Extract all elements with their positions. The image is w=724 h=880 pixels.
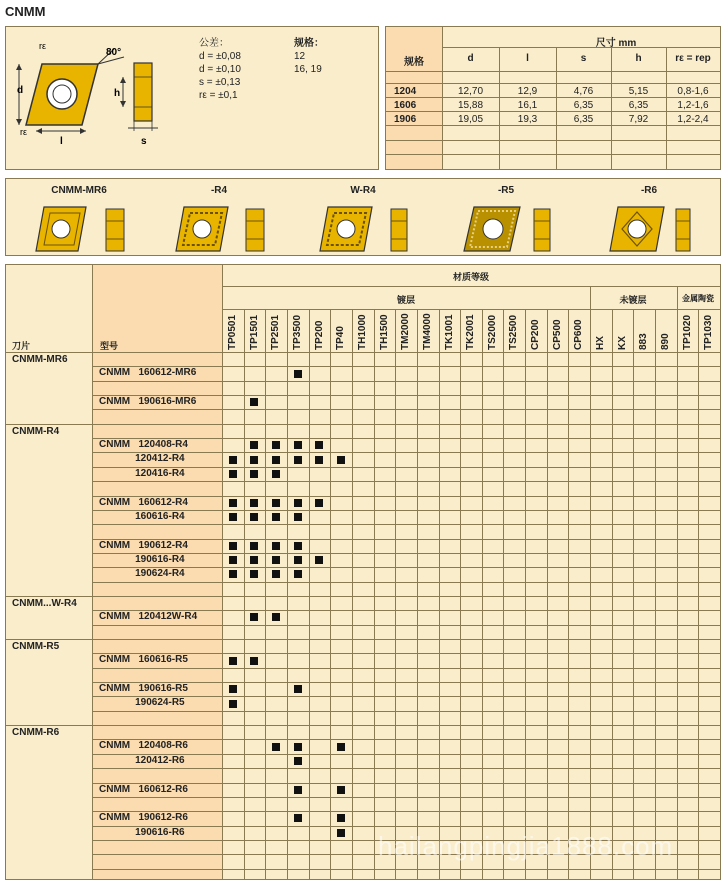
spec-block — [294, 37, 324, 76]
availability-mark — [250, 556, 258, 564]
strip-label-w-r4: W-R4 — [350, 185, 376, 196]
spec-line: 12 — [294, 51, 306, 62]
label-re-top: rε — [39, 41, 47, 51]
availability-mark — [294, 570, 302, 578]
availability-mark — [294, 814, 302, 822]
availability-mark — [250, 456, 258, 464]
dim-cell-d: 15,88 — [457, 100, 484, 111]
spec-line: 16, 19 — [294, 64, 322, 75]
grade-header: TM2000 — [400, 313, 412, 350]
model-cell: CNMM 190612-R6 — [99, 812, 188, 824]
availability-mark — [294, 743, 302, 751]
header-coated: 镀层 — [396, 295, 415, 305]
availability-mark — [272, 743, 280, 751]
availability-mark — [315, 456, 323, 464]
grid-line — [92, 381, 720, 382]
availability-mark — [337, 814, 345, 822]
grade-header: 883 — [638, 333, 650, 350]
page-title: CNMM — [5, 4, 46, 19]
availability-mark — [272, 441, 280, 449]
header-uncoated: 未镀层 — [619, 295, 647, 305]
availability-mark — [315, 556, 323, 564]
availability-mark — [229, 513, 237, 521]
availability-mark — [294, 370, 302, 378]
insert-picture-strip — [5, 178, 721, 256]
dim-cell-l: 12,9 — [517, 86, 538, 97]
dim-col-h: h — [635, 53, 642, 64]
dim-cell-r: 1,2-1,6 — [677, 100, 709, 111]
availability-mark — [250, 570, 258, 578]
label-re-bottom: rε — [20, 127, 28, 137]
model-cell: 160616-R4 — [99, 510, 185, 522]
dim-cell-s: 4,76 — [573, 86, 594, 97]
insert-group-label: CNMM-R6 — [12, 727, 60, 739]
grade-header: TP1030 — [703, 314, 715, 350]
model-cell: CNMM 160612-R6 — [99, 783, 188, 795]
availability-mark — [250, 398, 258, 406]
grade-header: TP40 — [335, 326, 347, 350]
grid-line — [222, 265, 223, 879]
dim-cell-spec: 1204 — [394, 86, 417, 97]
grid-line — [92, 467, 720, 468]
grade-header: KX — [616, 336, 628, 350]
insert-image-mr6 — [36, 207, 124, 251]
label-d: d — [17, 85, 24, 96]
grid-line — [92, 582, 720, 583]
availability-mark — [229, 456, 237, 464]
grid-line — [386, 97, 720, 98]
grid-line — [222, 286, 720, 287]
dim-cell-d: 12,70 — [457, 86, 484, 97]
availability-mark — [272, 556, 280, 564]
grid-line — [92, 711, 720, 712]
availability-mark — [250, 513, 258, 521]
availability-mark — [229, 685, 237, 693]
dimension-table — [385, 26, 721, 170]
availability-mark — [229, 542, 237, 550]
grade-table — [5, 264, 721, 880]
watermark: hailangpingjia1888.com — [378, 831, 674, 861]
grade-header: TP0501 — [227, 314, 238, 350]
availability-mark — [229, 570, 237, 578]
insert-group-label: CNMM-MR6 — [12, 354, 68, 365]
label-angle: 80° — [106, 47, 122, 58]
model-cell: 120412-R6 — [99, 754, 185, 766]
strip-label-r6: -R6 — [640, 185, 658, 196]
grade-header: TH1500 — [378, 314, 390, 350]
tolerance-line: s = ±0,13 — [199, 77, 241, 88]
insert-image-r4 — [176, 207, 264, 251]
grade-header: 890 — [660, 333, 671, 350]
availability-mark — [272, 513, 280, 521]
dim-cell-s: 6,35 — [573, 100, 594, 111]
grid-line — [92, 553, 720, 554]
grade-header: TP2501 — [270, 314, 282, 350]
dim-cell-r: 0,8-1,6 — [677, 86, 709, 97]
dim-cell-spec: 1606 — [394, 100, 417, 111]
model-cell: 190616-R4 — [99, 553, 185, 565]
availability-mark — [294, 542, 302, 550]
availability-mark — [229, 700, 237, 708]
grid-line — [92, 510, 720, 511]
insert-group-label: CNMM-R5 — [12, 641, 60, 652]
grid-line — [92, 869, 720, 870]
availability-mark — [337, 786, 345, 794]
grid-line — [92, 668, 720, 669]
availability-mark — [294, 757, 302, 765]
availability-mark — [229, 470, 237, 478]
dim-cell-h: 7,92 — [628, 114, 649, 125]
dim-cell-h: 6,35 — [628, 100, 649, 111]
model-cell: CNMM 190616-MR6 — [99, 396, 197, 408]
grade-header: TH1000 — [356, 314, 368, 350]
tolerance-line: d = ±0,10 — [199, 64, 241, 75]
tolerance-line: rε = ±0,1 — [199, 90, 238, 101]
dim-cell-d: 19,05 — [457, 114, 484, 125]
spec-heading: 规格： — [294, 38, 324, 49]
availability-mark — [294, 456, 302, 464]
grid-line — [6, 639, 720, 640]
availability-mark — [294, 786, 302, 794]
insert-image-w-r4 — [320, 207, 407, 251]
model-cell: CNMM 160612-R4 — [99, 496, 188, 508]
availability-mark — [272, 570, 280, 578]
insert-pictures — [6, 179, 720, 255]
grade-header: TK1001 — [443, 314, 455, 350]
dim-cell-spec: 1906 — [394, 114, 417, 125]
availability-mark — [250, 657, 258, 665]
insert-group-label: CNMM...W-R4 — [12, 597, 77, 609]
grade-header: TP1020 — [681, 314, 693, 350]
model-cell: 190616-R6 — [99, 826, 185, 838]
availability-mark — [272, 499, 280, 507]
grid-line — [6, 596, 720, 597]
availability-mark — [337, 743, 345, 751]
grid-line — [386, 83, 720, 84]
availability-mark — [294, 513, 302, 521]
grade-header: TP200 — [313, 320, 325, 350]
grid-line — [92, 265, 93, 879]
availability-mark — [250, 613, 258, 621]
dim-col-s: s — [580, 53, 587, 64]
grid-line — [6, 725, 720, 726]
grade-header: TM4000 — [421, 313, 433, 350]
availability-mark — [272, 456, 280, 464]
grade-header: TP1501 — [248, 314, 260, 350]
availability-mark — [229, 499, 237, 507]
dim-cell-h: 5,15 — [628, 86, 649, 97]
availability-mark — [294, 685, 302, 693]
model-cell: CNMM 190612-R4 — [99, 539, 188, 551]
availability-mark — [250, 499, 258, 507]
grid-line — [6, 424, 720, 425]
dim-cell-r: 1,2-2,4 — [677, 114, 709, 125]
grade-header: CP500 — [551, 319, 563, 350]
availability-mark — [315, 441, 323, 449]
strip-label-r5: -R5 — [497, 185, 515, 196]
header-insert: 刀片 — [12, 341, 31, 351]
model-cell: CNMM 190616-R5 — [99, 683, 188, 695]
header-model: 型号 — [100, 341, 119, 351]
model-cell: CNMM 160612-MR6 — [99, 367, 197, 379]
availability-mark — [272, 470, 280, 478]
grid-line — [92, 768, 720, 769]
header-material-grade: 材质等级 — [452, 272, 489, 282]
grid-line — [92, 826, 720, 827]
grade-header: TK2001 — [465, 314, 477, 350]
label-h: h — [114, 88, 121, 99]
availability-mark — [229, 556, 237, 564]
grid-line — [92, 625, 720, 626]
insert-image-r5 — [464, 207, 550, 251]
availability-mark — [294, 556, 302, 564]
grid-line — [92, 524, 720, 525]
model-cell: CNMM 120408-R6 — [99, 740, 188, 752]
grid-line — [386, 154, 720, 155]
grade-header: TS2000 — [486, 314, 498, 350]
availability-mark — [315, 499, 323, 507]
label-s: s — [141, 136, 147, 147]
strip-label-mr6: CNMM-MR6 — [51, 185, 107, 196]
availability-mark — [272, 613, 280, 621]
dim-cell-s: 6,35 — [573, 114, 594, 125]
grid-line — [222, 309, 720, 310]
model-cell: 120416-R4 — [99, 467, 185, 479]
grid-line — [442, 27, 443, 169]
spec-column-bg — [386, 27, 442, 169]
dim-col-r: rε = rep — [675, 53, 711, 64]
grid-line — [92, 567, 720, 568]
model-cell: 120412-R4 — [99, 453, 185, 465]
insert-side-view — [134, 63, 152, 121]
model-cell: CNMM 120408-R4 — [99, 439, 188, 451]
dim-cell-l: 19,3 — [517, 114, 538, 125]
tolerance-line: d = ±0,08 — [199, 51, 241, 62]
grade-header: CP200 — [530, 319, 542, 350]
dim-cell-l: 16,1 — [517, 100, 538, 111]
availability-mark — [250, 470, 258, 478]
tolerance-block — [199, 37, 241, 102]
model-cell: CNMM 160616-R5 — [99, 654, 188, 666]
grade-header: TS2500 — [508, 314, 520, 350]
grade-header: CP600 — [573, 319, 585, 350]
availability-mark — [229, 657, 237, 665]
grid-line — [386, 111, 720, 112]
grid-line — [92, 754, 720, 755]
grid-line — [386, 71, 720, 72]
grid-line — [92, 481, 720, 482]
header-cermet: 金属陶瓷 — [682, 294, 714, 303]
availability-mark — [250, 441, 258, 449]
grid-line — [386, 140, 720, 141]
grid-line — [92, 452, 720, 453]
grade-header: HX — [595, 336, 607, 350]
model-cell: CNMM 120412W-R4 — [99, 611, 198, 623]
availability-mark — [337, 829, 345, 837]
insert-group-label: CNMM-R4 — [12, 425, 60, 437]
dim-spec-header: 规格 — [404, 57, 424, 68]
insert-image-r6 — [610, 207, 690, 251]
dim-col-l: l — [526, 53, 529, 64]
grid-line — [386, 125, 720, 126]
grade-header: TP3500 — [291, 314, 303, 350]
dim-group-header: 尺寸 mm — [595, 38, 637, 49]
label-l: l — [60, 136, 63, 147]
grid-line — [92, 797, 720, 798]
dimension-diagram-panel — [5, 26, 379, 170]
availability-mark — [272, 542, 280, 550]
dim-col-d: d — [467, 53, 474, 64]
availability-mark — [294, 441, 302, 449]
availability-mark — [337, 456, 345, 464]
grid-line — [92, 696, 720, 697]
insert-hole — [47, 79, 77, 109]
grid-line — [92, 409, 720, 410]
strip-label-r4: -R4 — [210, 185, 228, 196]
availability-mark — [294, 499, 302, 507]
model-cell: 190624-R5 — [99, 697, 185, 709]
availability-mark — [250, 542, 258, 550]
model-cell: 190624-R4 — [99, 568, 185, 580]
tolerance-heading: 公差： — [199, 38, 229, 49]
